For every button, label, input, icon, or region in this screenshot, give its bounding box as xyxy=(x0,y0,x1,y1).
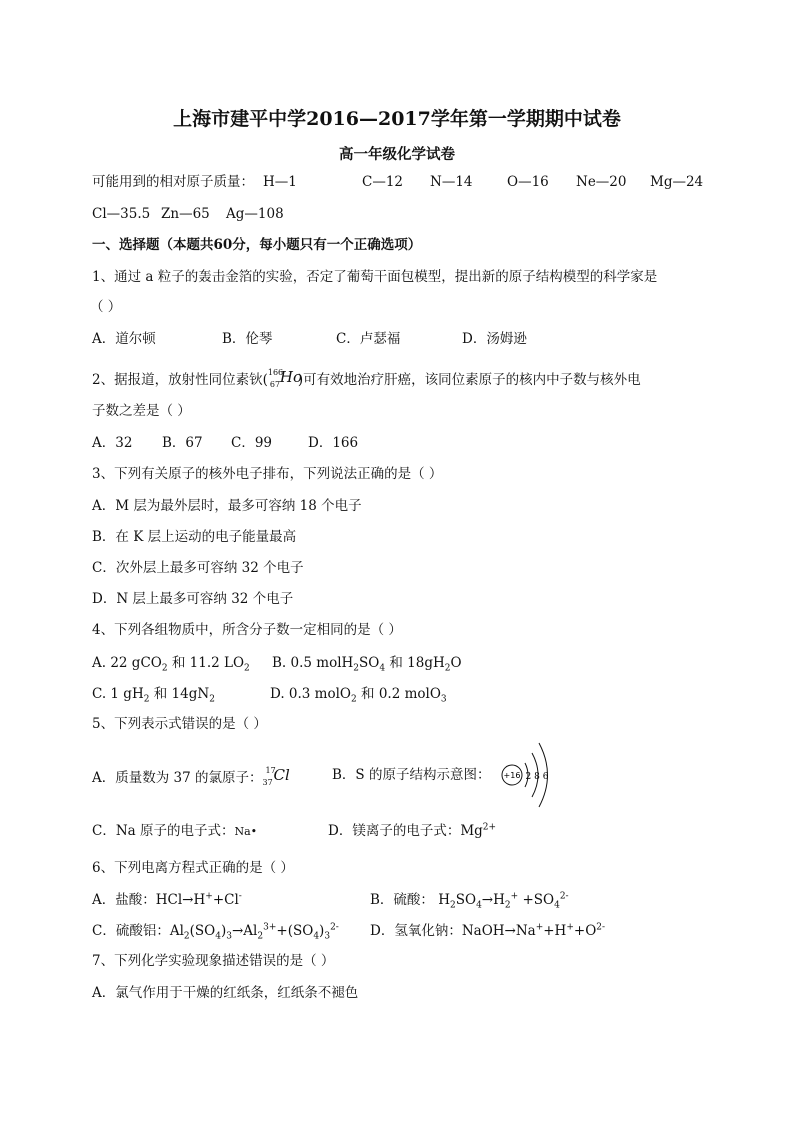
q4-d-text-1: D. 0.3 molO xyxy=(270,686,351,702)
q6-b-sup-2: 2- xyxy=(559,891,569,902)
q6-a-eq-1: HCl→H xyxy=(155,892,206,908)
exam-title: 上海市建平中学2016—2017学年第一学期期中试卷 xyxy=(173,108,621,130)
q5-option-c xyxy=(92,822,257,841)
q6-c-sub-5: 4 xyxy=(313,931,320,942)
isotope-mass-number: 166 xyxy=(267,368,284,377)
q6-c-eq-4: →Al xyxy=(232,923,258,939)
q6-b-sup-1: + xyxy=(510,891,519,902)
exam-subtitle: 高一年级化学试卷 xyxy=(339,146,455,163)
q1-option-c: C．卢瑟福 xyxy=(336,331,401,347)
q6-d-eq-1: NaOH→Na xyxy=(461,923,536,939)
q5-option-a xyxy=(92,766,289,788)
q4-a-text-2: 和 11.2 LO xyxy=(167,655,245,671)
q3-option-b: B．在 K 层上运动的电子能量最高 xyxy=(92,529,297,545)
q2-stem-line-1 xyxy=(92,368,641,390)
q6-a-sup-2: - xyxy=(238,891,242,902)
mass-ne: Ne—20 xyxy=(576,174,627,190)
q6-c-eq-3: ) xyxy=(220,923,227,939)
q3-option-c: C．次外层上最多可容纳 32 个电子 xyxy=(92,560,304,576)
q6-b-sub-1: 2 xyxy=(450,900,456,911)
q4-d-sub-2: 3 xyxy=(440,694,447,705)
q1-paren: （ ） xyxy=(90,299,122,315)
mass-mg: Mg—24 xyxy=(650,174,704,190)
mass-zn: Zn—65 xyxy=(161,206,210,222)
atomic-masses-line-2 xyxy=(92,205,392,225)
q4-c-sub-1: 2 xyxy=(143,694,150,705)
q6-c-eq-2: (SO xyxy=(189,923,216,939)
q4-c-text-2: 和 14gN xyxy=(149,686,210,702)
q4-option-b xyxy=(272,654,462,672)
q6-b-sub-2: 4 xyxy=(476,900,482,911)
q6-c-sub-2: 4 xyxy=(215,931,221,942)
q3-option-d: D．N 层上最多可容纳 32 个电子 xyxy=(92,591,294,607)
q2-options xyxy=(92,434,492,454)
holmium-isotope xyxy=(267,368,302,390)
q6-b-sub-3: 2 xyxy=(504,900,511,911)
q6-d-sup-3: 2- xyxy=(596,922,606,933)
q6-a-sup-1: + xyxy=(205,891,213,902)
q4-b-text-3: 和 18gH xyxy=(385,655,445,671)
q6-option-b xyxy=(370,891,569,909)
q6-b-eq-4: +SO xyxy=(518,892,555,908)
magnesium-charge: 2+ xyxy=(482,822,497,833)
q6-b-label: B．硫酸： xyxy=(370,892,434,908)
q5-a-text: A．质量数为 37 的氯原子： xyxy=(92,770,263,786)
q4-d-text-2: 和 0.2 molO xyxy=(356,686,441,702)
q6-d-label: D．氢氧化钠： xyxy=(370,923,462,939)
q6-c-eq-6: ) xyxy=(319,923,325,939)
q3-option-a: A．M 层为最外层时，最多可容纳 18 个电子 xyxy=(92,498,362,514)
q6-d-eq-3: +O xyxy=(573,923,597,939)
chlorine-top-number: 17 xyxy=(265,766,276,775)
q5-stem: 5、下列表示式错误的是（ ） xyxy=(92,716,267,732)
shell-electrons: 2 8 6 xyxy=(525,772,549,782)
q7-stem: 7、下列化学实验现象描述错误的是（ ） xyxy=(92,953,335,969)
q6-d-sup-1: + xyxy=(535,922,544,933)
q4-stem: 4、下列各组物质中，所含分子数一定相同的是（ ） xyxy=(92,622,402,638)
q1-option-a: A．道尔顿 xyxy=(92,331,156,347)
q6-option-d xyxy=(370,922,605,940)
chlorine-symbol: Cl xyxy=(273,766,290,784)
q6-c-eq-1: Al xyxy=(169,923,184,939)
q6-b-eq-3: →H xyxy=(481,892,505,908)
q2-stem-a: 2、据报道，放射性同位素钬( xyxy=(92,372,268,388)
q6-b-sub-4: 4 xyxy=(554,900,560,911)
chlorine-notation xyxy=(263,766,289,788)
atomic-masses-line-1 xyxy=(92,173,732,193)
q6-option-c xyxy=(92,922,339,940)
q6-stem: 6、下列电离方程式正确的是（ ） xyxy=(92,860,294,876)
isotope-atomic-number: 67 xyxy=(269,380,281,389)
q2-stem-line-2: 子数之差是（ ） xyxy=(92,403,191,419)
q6-c-eq-5: +(SO xyxy=(276,923,314,939)
q2-option-c: C．99 xyxy=(231,435,273,451)
q6-c-sub-4: 2 xyxy=(257,931,264,942)
q4-b-sub-3: 2 xyxy=(444,663,451,674)
q5-c-text: C．Na 原子的电子式： xyxy=(92,823,235,839)
q6-d-eq-2: +H xyxy=(543,923,567,939)
q1-stem: 1、通过 a 粒子的轰击金箔的实验，否定了葡萄干面包模型，提出新的原子结构模型的科学家是 xyxy=(92,269,658,285)
q3-stem: 3、下列有关原子的核外电子排布，下列说法正确的是（ ） xyxy=(92,466,443,482)
q4-d-sub-1: 2 xyxy=(351,694,357,705)
sulfur-atom-diagram xyxy=(498,735,558,815)
q4-a-sub-1: 2 xyxy=(161,663,168,674)
sodium-electron-formula: Na• xyxy=(234,825,258,838)
q4-option-a xyxy=(92,654,250,672)
q4-c-text-1: C. 1 gH xyxy=(92,686,144,702)
q5-d-text: D．镁离子的电子式： xyxy=(328,823,461,839)
q2-option-d: D．166 xyxy=(308,435,359,451)
q6-c-sub-6: 3 xyxy=(324,931,331,942)
q1-option-b: B．伦琴 xyxy=(222,331,273,347)
q2-stem-b: )可有效地治疗肝癌，该同位素原子的核内中子数与核外电 xyxy=(297,372,641,388)
q4-option-d xyxy=(270,685,447,703)
q6-c-label: C．硫酸铝： xyxy=(92,923,170,939)
q1-option-d: D．汤姆逊 xyxy=(462,331,527,347)
mass-c: C—12 xyxy=(362,174,404,190)
q4-option-c xyxy=(92,685,215,703)
q1-options xyxy=(92,330,592,350)
q4-b-sub-1: 2 xyxy=(353,663,360,674)
chlorine-bottom-number: 37 xyxy=(262,778,273,787)
q4-b-text-2: SO xyxy=(359,655,380,671)
q4-a-sub-2: 2 xyxy=(244,663,250,674)
q6-b-eq-1: H xyxy=(438,892,450,908)
q6-a-eq-2: +Cl xyxy=(212,892,239,908)
q6-c-sub-3: 3 xyxy=(226,931,232,942)
mass-h: H—1 xyxy=(263,174,297,190)
atomic-masses-label: 可能用到的相对原子质量： xyxy=(92,174,254,190)
q6-c-sup-2: 2- xyxy=(330,922,339,933)
q4-b-text-4: O xyxy=(450,655,462,671)
q2-option-b: B．67 xyxy=(162,435,203,451)
q6-d-sup-2: + xyxy=(566,922,574,933)
q6-c-sup-1: 3+ xyxy=(263,922,277,933)
isotope-symbol: Ho xyxy=(279,368,302,386)
mass-ag: Ag—108 xyxy=(226,206,284,222)
mass-n: N—14 xyxy=(430,174,473,190)
nucleus-charge: +16 xyxy=(503,771,521,780)
q4-c-sub-2: 2 xyxy=(209,694,215,705)
q4-a-text-1: A. 22 gCO xyxy=(92,655,162,671)
q4-b-text-1: B. 0.5 molH xyxy=(272,655,354,671)
q7-option-a: A．氯气作用于干燥的红纸条，红纸条不褪色 xyxy=(92,985,359,1001)
q6-b-eq-2: SO xyxy=(455,892,477,908)
q6-c-sub-1: 2 xyxy=(183,931,190,942)
mass-o: O—16 xyxy=(507,174,549,190)
q6-a-label: A．盐酸： xyxy=(92,892,156,908)
q6-option-a xyxy=(92,891,242,909)
q4-b-sub-2: 4 xyxy=(379,663,386,674)
q2-option-a: A．32 xyxy=(92,435,133,451)
q5-option-d xyxy=(328,822,496,840)
section-heading: 一、选择题（本题共60分，每小题只有一个正确选项） xyxy=(92,237,422,253)
mass-cl: Cl—35.5 xyxy=(92,206,151,222)
magnesium-ion: Mg xyxy=(460,823,483,839)
q5-option-b: B．S 的原子结构示意图： xyxy=(332,767,491,783)
